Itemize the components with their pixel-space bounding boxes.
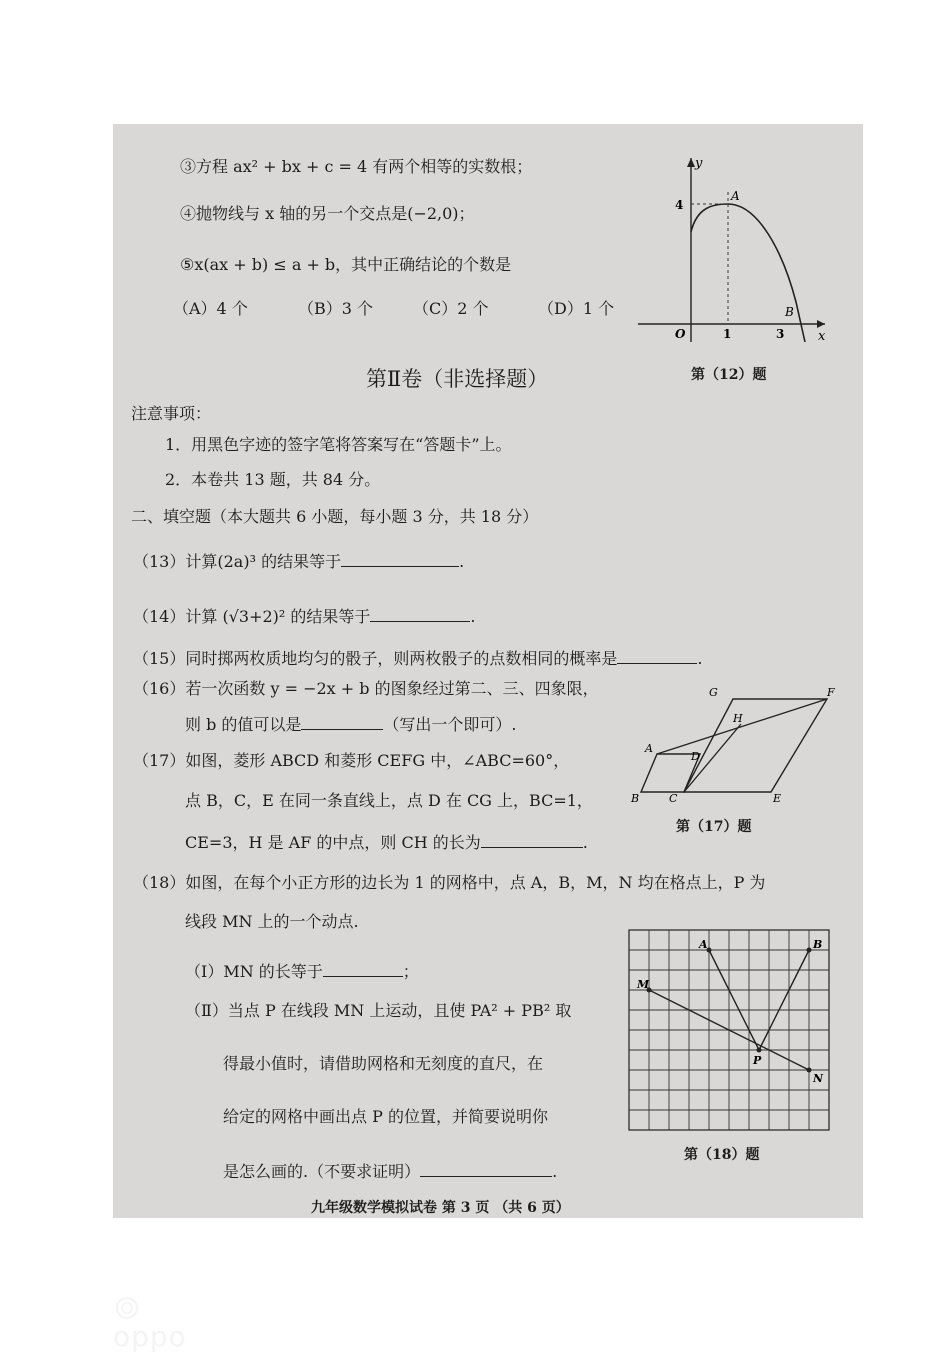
q18-part2-line-4: 是怎么画的.（不要求证明） .	[223, 1162, 558, 1181]
q12-parabola-graph	[633, 152, 833, 342]
graph-x-tick-3: 3	[776, 327, 785, 341]
graph-point-a: A	[731, 189, 740, 203]
graph-y-label: y	[695, 156, 703, 171]
part2-title: 第Ⅱ卷（非选择题）	[366, 367, 549, 391]
graph-point-b: B	[785, 305, 794, 319]
fig17-label-e: E	[773, 792, 782, 805]
q17-line-1: （17）如图，菱形 ABCD 和菱形 CEFG 中，∠ABC=60°，	[133, 751, 570, 770]
q12-statement-4: ④抛物线与 x 轴的另一个交点是(−2,0)；	[180, 204, 475, 223]
q12-statement-5: ⑤x(ax + b) ≤ a + b，其中正确结论的个数是	[180, 255, 512, 274]
q13: （13）计算(2a)³ 的结果等于 .	[133, 552, 465, 571]
q14: （14）计算 (√3+2)² 的结果等于 .	[133, 607, 476, 626]
q12-caption: 第（12）题	[691, 367, 767, 383]
fig17-label-f: F	[827, 686, 835, 699]
q15-text: （15）同时掷两枚质地均匀的骰子，则两枚骰子的点数相同的概率是	[133, 649, 618, 668]
q16-line-2	[185, 713, 517, 735]
q14-answer-blank	[370, 605, 470, 622]
note-1: 1．用黑色字迹的签字笔将答案写在“答题卡”上。	[165, 435, 512, 454]
q18-line-2: 线段 MN 上的一个动点.	[185, 912, 359, 931]
q16-line-1: （16）若一次函数 y = −2x + b 的图象经过第二、三、四象限，	[133, 679, 599, 698]
q16-answer-blank	[301, 713, 383, 730]
q18-part1-answer-blank	[323, 960, 403, 977]
notes-heading: 注意事项：	[131, 404, 212, 423]
exam-page	[113, 124, 863, 1353]
graph-origin-label: O	[675, 327, 686, 341]
q12-statement-3: ③方程 ax² + bx + c = 4 有两个相等的实数根；	[180, 157, 533, 176]
fig17-label-h: H	[733, 712, 743, 725]
fig17-label-g: G	[709, 686, 718, 699]
q17-caption: 第（17）题	[676, 819, 752, 835]
fig18-label-n: N	[813, 1072, 824, 1085]
fig18-label-p: P	[753, 1054, 762, 1067]
q12-option-c: （C）2 个	[413, 299, 489, 318]
q12-option-b: （B）3 个	[298, 299, 374, 318]
q17-rhombus-figure	[631, 684, 836, 804]
q18-part-1: （Ⅰ）MN 的长等于 ；	[185, 962, 419, 981]
q16-text-a: 则 b 的值可以是	[185, 715, 302, 734]
q18-part1-text: （Ⅰ）MN 的长等于	[185, 962, 323, 981]
q17-line-2: 点 B，C，E 在同一条直线上，点 D 在 CG 上，BC=1，	[185, 791, 593, 810]
q15-answer-blank	[617, 647, 697, 664]
graph-y-tick-4: 4	[675, 198, 684, 212]
q18-caption: 第（18）题	[684, 1147, 760, 1163]
graph-x-tick-1: 1	[723, 327, 732, 341]
fig18-label-b: B	[813, 938, 823, 951]
q18-grid-figure	[627, 928, 832, 1133]
q15: （15）同时掷两枚质地均匀的骰子，则两枚骰子的点数相同的概率是 .	[133, 649, 703, 668]
fig18-label-m: M	[637, 978, 650, 991]
q17-answer-blank	[481, 831, 583, 848]
section2-heading: 二、填空题（本大题共 6 小题，每小题 3 分，共 18 分）	[131, 507, 539, 526]
q13-text: （13）计算(2a)³ 的结果等于	[133, 552, 342, 571]
fig17-label-d: D	[691, 750, 700, 763]
q12-option-a: （A）4 个	[173, 299, 248, 318]
q13-answer-blank	[341, 550, 459, 567]
q12-option-d: （D）1 个	[538, 299, 615, 318]
fig17-label-c: C	[669, 792, 678, 805]
note-2: 2．本卷共 13 题，共 84 分。	[165, 470, 381, 489]
q18-part2-line-2: 得最小值时，请借助网格和无刻度的直尺，在	[223, 1054, 544, 1073]
page-footer: 九年级数学模拟试卷 第 3 页 （共 6 页）	[311, 1200, 570, 1216]
graph-x-label: x	[818, 329, 826, 344]
q18-part2-text: 是怎么画的.（不要求证明）	[223, 1162, 421, 1181]
q18-part2-line-1: （Ⅱ）当点 P 在线段 MN 上运动，且使 PA² + PB² 取	[185, 1001, 572, 1020]
watermark-circle-icon	[113, 1294, 141, 1322]
q17-line-3: CE=3，H 是 AF 的中点，则 CH 的长为 .	[185, 833, 588, 852]
q18-part2-answer-blank	[420, 1160, 552, 1177]
q18-part2-line-3: 给定的网格中画出点 P 的位置，并简要说明你	[223, 1107, 548, 1126]
watermark-text: oppo	[113, 1320, 187, 1353]
q17-text: CE=3，H 是 AF 的中点，则 CH 的长为	[185, 833, 481, 852]
fig17-label-a: A	[645, 742, 653, 755]
q16-text-b: （写出一个即可）.	[383, 715, 517, 734]
fig17-label-b: B	[631, 792, 640, 805]
fig18-label-a: A	[699, 938, 708, 951]
q18-line-1: （18）如图，在每个小正方形的边长为 1 的网格中，点 A，B，M，N 均在格点上，P 为	[133, 873, 766, 892]
q14-text: （14）计算 (√3+2)² 的结果等于	[133, 607, 371, 626]
